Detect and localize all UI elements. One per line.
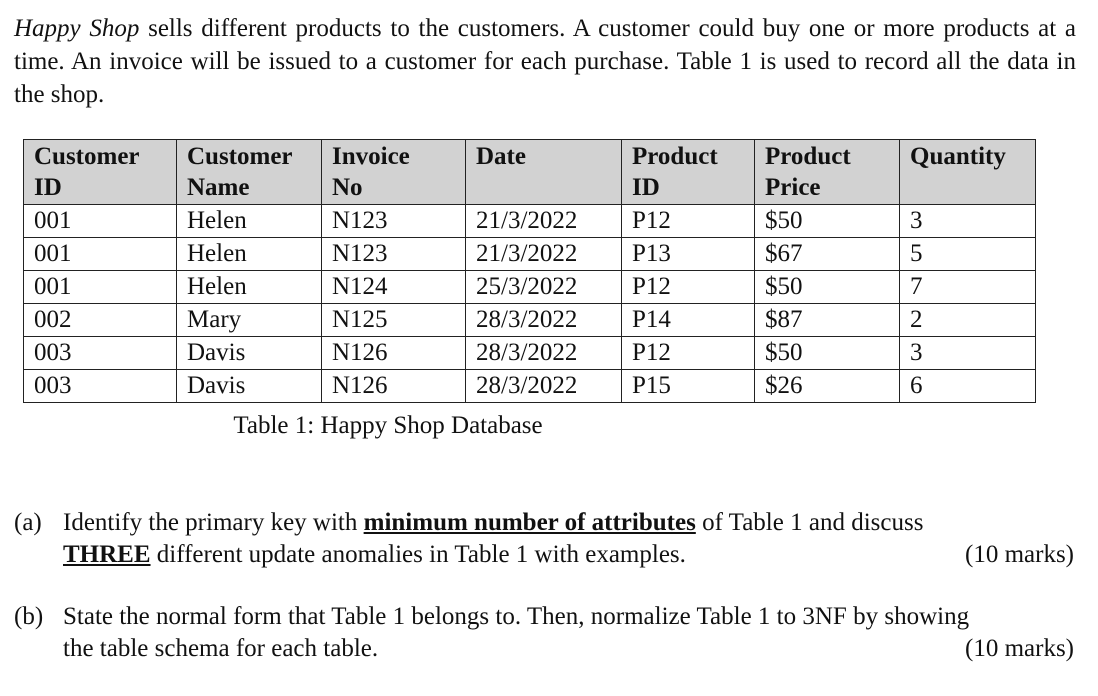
table-cell: Davis	[177, 337, 322, 370]
header-invoice-no: Invoice No	[322, 140, 466, 205]
table-cell: 28/3/2022	[466, 337, 622, 370]
header-product-price: Product Price	[755, 140, 900, 205]
table-cell: 28/3/2022	[466, 370, 622, 403]
emphasis-three: THREE	[63, 541, 151, 568]
table-cell: $26	[755, 370, 900, 403]
table-cell: 3	[900, 337, 1036, 370]
header-customer-name: Customer Name	[177, 140, 322, 205]
table-cell: P14	[622, 304, 755, 337]
table-cell: Helen	[177, 238, 322, 271]
table-row	[24, 304, 1036, 337]
table-cell: $67	[755, 238, 900, 271]
table-cell: N126	[322, 337, 466, 370]
table-header-row	[24, 140, 1036, 205]
question-b-text-1: State the normal form that Table 1 belongs to. Then, normalize Table 1 to 3NF by showing	[63, 603, 970, 630]
emphasis-min-attributes: minimum number of attributes	[363, 509, 696, 536]
table-cell: P12	[622, 271, 755, 304]
table-cell: 21/3/2022	[466, 205, 622, 238]
shop-name: Happy Shop	[14, 15, 140, 42]
table-cell: P15	[622, 370, 755, 403]
table-cell: 3	[900, 205, 1036, 238]
question-a-text-2: of Table 1 and discuss	[695, 509, 924, 536]
table-cell: 5	[900, 238, 1036, 271]
table-caption: Table 1: Happy Shop Database	[233, 412, 543, 439]
question-b-text-2: the table schema for each table.	[63, 635, 379, 662]
table-cell: Helen	[177, 205, 322, 238]
table-cell: N123	[322, 205, 466, 238]
table-row	[24, 271, 1036, 304]
header-customer-id: Customer ID	[24, 140, 177, 205]
question-b-marks: (10 marks)	[965, 635, 1074, 662]
question-a-label: (a)	[14, 509, 42, 536]
table-cell: P13	[622, 238, 755, 271]
happy-shop-table	[23, 139, 1036, 403]
table-cell: 2	[900, 304, 1036, 337]
table-cell: N124	[322, 271, 466, 304]
header-product-id: Product ID	[622, 140, 755, 205]
question-b-label: (b)	[14, 603, 44, 630]
intro-paragraph	[14, 12, 1076, 111]
table-cell: P12	[622, 205, 755, 238]
header-quantity: Quantity	[900, 140, 1036, 205]
table-cell: $50	[755, 337, 900, 370]
table-row	[24, 205, 1036, 238]
table-cell: 001	[24, 238, 177, 271]
table-cell: $50	[755, 271, 900, 304]
table-cell: 003	[24, 337, 177, 370]
question-a-text-3: different update anomalies in Table 1 with examples.	[150, 541, 686, 568]
table-cell: 001	[24, 271, 177, 304]
table-cell: N125	[322, 304, 466, 337]
table-cell: 21/3/2022	[466, 238, 622, 271]
table-cell: Davis	[177, 370, 322, 403]
intro-text: sells different products to the customers. A customer could buy one or more products at a time. An invoice will be issued to a customer for each purchase. Table 1 is used to record all the data in the shop.	[14, 15, 1076, 108]
table-row	[24, 370, 1036, 403]
table-cell: Mary	[177, 304, 322, 337]
table-cell: 28/3/2022	[466, 304, 622, 337]
table-cell: 001	[24, 205, 177, 238]
table-cell: 002	[24, 304, 177, 337]
header-date: Date	[466, 140, 622, 205]
table-cell: 7	[900, 271, 1036, 304]
question-a-marks: (10 marks)	[965, 541, 1074, 568]
table-cell: N126	[322, 370, 466, 403]
table-cell: $87	[755, 304, 900, 337]
table-row	[24, 337, 1036, 370]
table-cell: 6	[900, 370, 1036, 403]
question-a-text-1: Identify the primary key with	[63, 509, 364, 536]
question-a	[14, 507, 1074, 571]
table-cell: P12	[622, 337, 755, 370]
table-cell: Helen	[177, 271, 322, 304]
table-row	[24, 238, 1036, 271]
table-cell: 003	[24, 370, 177, 403]
table-cell: N123	[322, 238, 466, 271]
table-cell: $50	[755, 205, 900, 238]
table-cell: 25/3/2022	[466, 271, 622, 304]
question-b	[14, 601, 1074, 665]
